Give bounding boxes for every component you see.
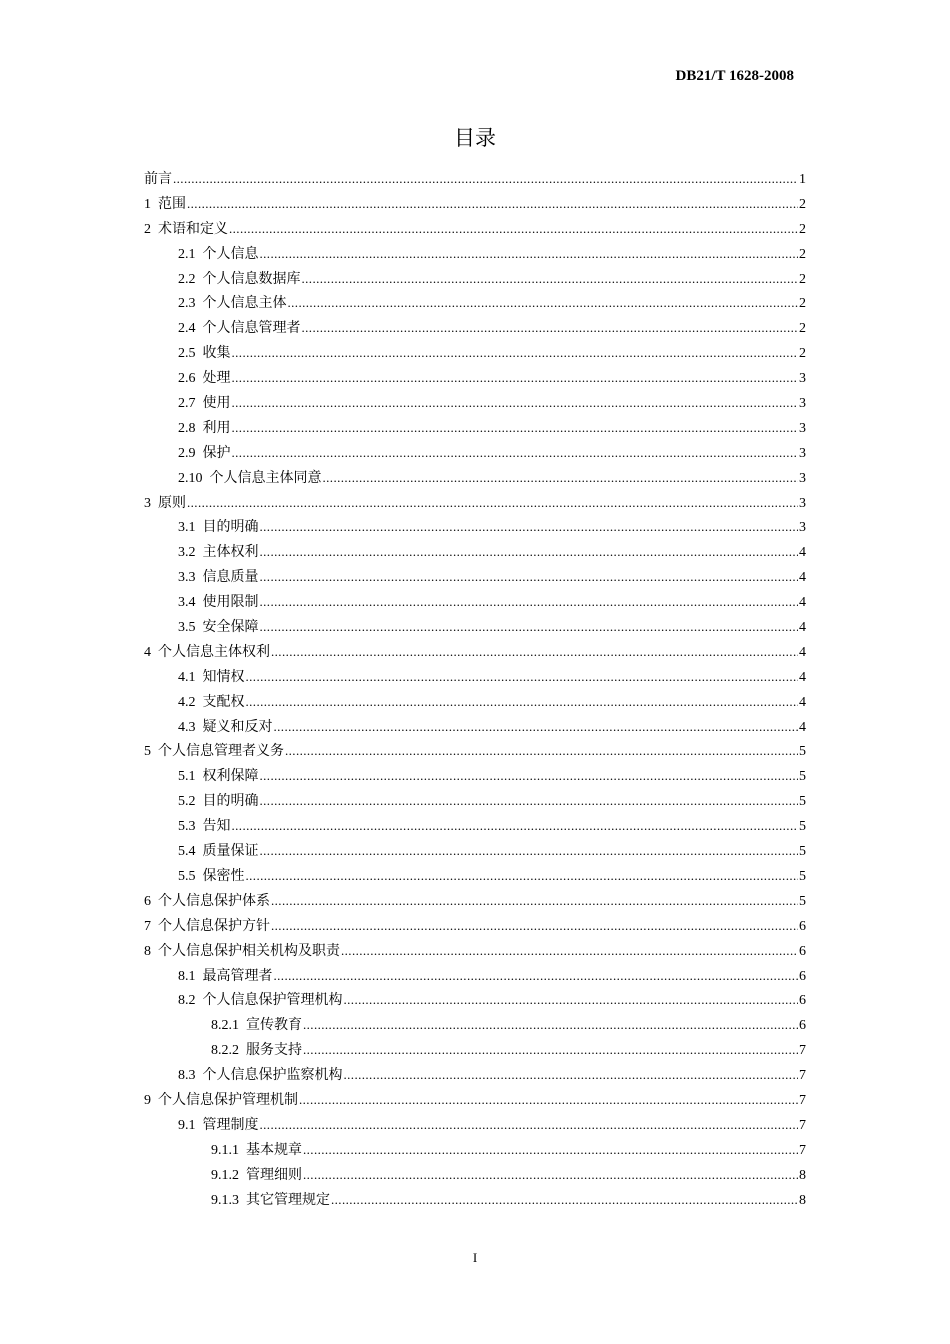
toc-dot-leader (232, 395, 799, 411)
toc-dot-leader (303, 1017, 798, 1033)
toc-dot-leader (260, 246, 799, 262)
toc-entry-number: 8.2.1 (211, 1018, 239, 1034)
toc-dot-leader (229, 221, 798, 237)
toc-dot-leader (271, 893, 798, 909)
toc-dot-leader (232, 370, 799, 386)
toc-dot-leader (232, 818, 799, 834)
toc-dot-leader (274, 968, 799, 984)
toc-entry-page: 7 (799, 1142, 806, 1158)
toc-entry[interactable] (144, 740, 806, 765)
toc-entry-page: 5 (799, 844, 806, 860)
toc-entry-number: 3.2 (178, 545, 196, 561)
toc-entry-number: 2.6 (178, 371, 196, 387)
toc-entry[interactable] (144, 268, 806, 293)
toc-dot-leader (246, 694, 799, 710)
toc-entry[interactable] (144, 1014, 806, 1039)
toc-entry-page: 6 (799, 968, 806, 984)
toc-entry-number: 4.3 (178, 719, 196, 735)
toc-entry-label: 宣传教育 (246, 1017, 302, 1034)
toc-dot-leader (303, 1142, 798, 1158)
toc-entry[interactable] (144, 1039, 806, 1064)
toc-entry[interactable] (144, 815, 806, 840)
toc-entry-number: 8 (144, 943, 151, 959)
toc-title: 目录 (454, 126, 496, 150)
toc-dot-leader (246, 669, 799, 685)
toc-entry-page: 4 (799, 719, 806, 735)
toc-entry-label: 安全保障 (202, 619, 259, 636)
toc-entry-label: 权利保障 (202, 768, 259, 785)
toc-dot-leader (303, 1042, 798, 1058)
toc-entry-label: 服务支持 (246, 1042, 302, 1059)
toc-entry[interactable] (144, 541, 806, 566)
toc-entry-page: 6 (799, 993, 806, 1009)
toc-entry-label: 目的明确 (202, 793, 259, 810)
table-of-contents (144, 168, 806, 1213)
toc-entry-number: 3.5 (178, 620, 196, 636)
toc-entry-number: 1 (144, 196, 151, 212)
toc-entry-page: 2 (799, 321, 806, 337)
toc-entry-page: 8 (799, 1192, 806, 1208)
toc-entry-page: 2 (799, 271, 806, 287)
toc-entry-label: 使用限制 (202, 594, 259, 611)
toc-entry-number: 2.8 (178, 420, 196, 436)
toc-entry-page: 8 (799, 1167, 806, 1183)
toc-entry-label: 目的明确 (202, 519, 259, 536)
toc-entry-number: 8.1 (178, 968, 196, 984)
toc-entry-label: 管理制度 (202, 1116, 259, 1133)
toc-entry-number: 2.2 (178, 271, 196, 287)
toc-dot-leader (302, 320, 799, 336)
toc-dot-leader (341, 943, 798, 959)
toc-entry-page: 3 (799, 445, 806, 461)
toc-entry-page: 3 (799, 520, 806, 536)
toc-dot-leader (274, 719, 799, 735)
toc-dot-leader (271, 644, 798, 660)
toc-entry-page: 3 (799, 396, 806, 412)
toc-entry-number: 3.4 (178, 595, 196, 611)
toc-dot-leader (260, 768, 799, 784)
toc-entry-number: 9 (144, 1092, 151, 1108)
toc-dot-leader (246, 868, 799, 884)
toc-dot-leader (344, 992, 799, 1008)
toc-entry-label: 基本规章 (246, 1141, 302, 1158)
toc-entry-label: 个人信息主体权利 (158, 643, 270, 660)
toc-entry[interactable] (144, 965, 806, 990)
toc-entry-number: 9.1 (178, 1117, 196, 1133)
toc-entry[interactable] (144, 1089, 806, 1114)
toc-entry[interactable] (144, 367, 806, 392)
toc-entry-page: 7 (799, 1043, 806, 1059)
toc-entry-page: 5 (799, 819, 806, 835)
toc-entry-page: 3 (799, 470, 806, 486)
toc-entry-page: 3 (799, 371, 806, 387)
toc-entry-label: 管理细则 (246, 1166, 302, 1183)
toc-entry-page: 3 (799, 495, 806, 511)
toc-dot-leader (232, 345, 799, 361)
toc-entry-label: 其它管理规定 (246, 1191, 330, 1208)
toc-entry-number: 5 (144, 744, 151, 760)
toc-entry-label: 处理 (202, 370, 231, 387)
toc-entry-number: 4.2 (178, 694, 196, 710)
toc-entry-label: 个人信息数据库 (202, 270, 301, 287)
toc-entry-number: 3 (144, 495, 151, 511)
toc-entry[interactable] (144, 840, 806, 865)
toc-entry-page: 6 (799, 943, 806, 959)
toc-entry-page: 2 (799, 346, 806, 362)
toc-dot-leader (299, 1092, 798, 1108)
toc-entry-page: 5 (799, 868, 806, 884)
toc-entry[interactable] (144, 342, 806, 367)
toc-dot-leader (260, 1117, 799, 1133)
toc-entry-number: 2.9 (178, 445, 196, 461)
toc-entry-label: 原则 (158, 494, 186, 511)
toc-entry-page: 1 (799, 172, 806, 187)
toc-entry-label: 个人信息保护方针 (158, 917, 270, 934)
toc-entry-label: 个人信息保护体系 (158, 892, 270, 909)
toc-entry-number: 7 (144, 918, 151, 934)
toc-entry[interactable] (144, 765, 806, 790)
toc-dot-leader (271, 918, 798, 934)
toc-entry-number: 9.1.2 (211, 1167, 239, 1183)
toc-entry-page: 3 (799, 420, 806, 436)
toc-entry-page: 4 (799, 595, 806, 611)
toc-entry-label: 主体权利 (202, 544, 259, 561)
toc-entry-number: 2.1 (178, 246, 196, 262)
toc-entry[interactable] (144, 292, 806, 317)
toc-entry-label: 质量保证 (202, 843, 259, 860)
toc-entry-page: 5 (799, 893, 806, 909)
toc-entry-label: 保密性 (202, 867, 245, 884)
toc-dot-leader (260, 519, 799, 535)
toc-entry-number: 8.2 (178, 993, 196, 1009)
toc-entry-label: 个人信息保护管理机制 (158, 1091, 298, 1108)
toc-entry-page: 7 (799, 1117, 806, 1133)
toc-entry-number: 5.2 (178, 794, 196, 810)
toc-dot-leader (323, 470, 799, 486)
toc-entry[interactable] (144, 417, 806, 442)
toc-entry-number: 2.4 (178, 321, 196, 337)
toc-dot-leader (173, 171, 798, 187)
toc-dot-leader (303, 1167, 798, 1183)
toc-dot-leader (187, 495, 798, 511)
toc-entry-page: 5 (799, 744, 806, 760)
toc-entry[interactable] (144, 1139, 806, 1164)
toc-entry-page: 4 (799, 669, 806, 685)
toc-entry-number: 8.3 (178, 1068, 196, 1084)
toc-entry-label: 收集 (202, 345, 231, 362)
toc-entry-label: 个人信息保护管理机构 (202, 992, 343, 1009)
toc-entry[interactable] (144, 516, 806, 541)
toc-entry-number: 9.1.3 (211, 1192, 239, 1208)
toc-entry-page: 4 (799, 620, 806, 636)
toc-entry-number: 3.3 (178, 570, 196, 586)
toc-entry[interactable] (144, 317, 806, 342)
toc-entry[interactable] (144, 591, 806, 616)
toc-entry-label: 支配权 (202, 693, 245, 710)
toc-dot-leader (260, 793, 799, 809)
toc-entry-number: 5.3 (178, 819, 196, 835)
toc-entry-number: 9.1.1 (211, 1142, 239, 1158)
toc-entry[interactable] (144, 193, 806, 218)
toc-entry[interactable] (144, 218, 806, 243)
toc-entry-page: 2 (799, 196, 806, 212)
toc-entry-number: 2 (144, 221, 151, 237)
toc-entry-page: 2 (799, 246, 806, 262)
toc-dot-leader (260, 843, 799, 859)
toc-entry-label: 个人信息保护监察机构 (202, 1067, 343, 1084)
toc-entry-number: 3.1 (178, 520, 196, 536)
toc-entry-number: 2.7 (178, 396, 196, 412)
toc-dot-leader (232, 420, 799, 436)
toc-entry-page: 2 (799, 221, 806, 237)
toc-entry-label: 疑义和反对 (202, 718, 273, 735)
toc-entry-page: 7 (799, 1068, 806, 1084)
toc-entry-label: 最高管理者 (202, 967, 273, 984)
toc-entry[interactable] (144, 243, 806, 268)
toc-entry[interactable] (144, 790, 806, 815)
toc-entry-number: 5.1 (178, 769, 196, 785)
toc-dot-leader (260, 594, 799, 610)
toc-entry-number: 2.10 (178, 470, 203, 486)
toc-entry[interactable] (144, 865, 806, 890)
toc-entry-label: 前言 (144, 171, 172, 187)
toc-entry[interactable] (144, 915, 806, 940)
toc-entry[interactable] (144, 989, 806, 1014)
toc-entry[interactable] (144, 1164, 806, 1189)
toc-entry[interactable] (144, 442, 806, 467)
toc-entry-page: 4 (799, 545, 806, 561)
toc-entry-page: 6 (799, 918, 806, 934)
toc-entry-page: 4 (799, 644, 806, 660)
standard-code: DB21/T 1628-2008 (675, 68, 794, 84)
toc-entry-page: 7 (799, 1092, 806, 1108)
toc-entry[interactable] (144, 641, 806, 666)
toc-dot-leader (260, 544, 799, 560)
toc-dot-leader (331, 1192, 798, 1208)
toc-dot-leader (302, 271, 799, 287)
toc-entry-label: 保护 (202, 444, 231, 461)
toc-entry[interactable] (144, 666, 806, 691)
toc-entry-number: 5.4 (178, 844, 196, 860)
toc-entry-number: 4 (144, 644, 151, 660)
toc-entry[interactable] (144, 168, 806, 193)
toc-entry-label: 个人信息主体 (202, 295, 287, 312)
toc-entry-label: 信息质量 (202, 569, 259, 586)
toc-entry[interactable] (144, 716, 806, 741)
toc-entry-label: 个人信息 (202, 245, 259, 262)
toc-dot-leader (344, 1067, 799, 1083)
toc-entry[interactable] (144, 940, 806, 965)
toc-entry[interactable] (144, 890, 806, 915)
toc-entry-page: 4 (799, 570, 806, 586)
toc-entry-label: 个人信息管理者义务 (158, 743, 284, 760)
toc-entry-label: 使用 (202, 395, 231, 412)
toc-dot-leader (260, 619, 799, 635)
toc-entry-label: 个人信息保护相关机构及职责 (158, 942, 340, 959)
toc-entry-label: 术语和定义 (158, 220, 228, 237)
toc-entry[interactable] (144, 467, 806, 492)
toc-entry[interactable] (144, 492, 806, 517)
toc-entry-page: 5 (799, 794, 806, 810)
toc-entry[interactable] (144, 566, 806, 591)
toc-entry-label: 个人信息管理者 (202, 320, 301, 337)
toc-entry-number: 2.5 (178, 346, 196, 362)
toc-entry-page: 6 (799, 1018, 806, 1034)
toc-dot-leader (260, 569, 799, 585)
toc-entry[interactable] (144, 392, 806, 417)
toc-entry-label: 告知 (202, 818, 231, 835)
toc-entry[interactable] (144, 616, 806, 641)
toc-entry[interactable] (144, 1114, 806, 1139)
toc-dot-leader (232, 445, 799, 461)
toc-entry-number: 8.2.2 (211, 1043, 239, 1059)
toc-entry[interactable] (144, 691, 806, 716)
page-number: I (472, 1250, 478, 1265)
toc-entry-number: 5.5 (178, 868, 196, 884)
toc-entry[interactable] (144, 1189, 806, 1214)
toc-dot-leader (285, 743, 798, 759)
toc-entry-label: 知情权 (202, 668, 245, 685)
toc-entry-number: 4.1 (178, 669, 196, 685)
toc-entry-label: 利用 (202, 419, 231, 436)
toc-entry-page: 2 (799, 296, 806, 312)
toc-dot-leader (187, 196, 798, 212)
toc-dot-leader (288, 295, 799, 311)
toc-entry-label: 范围 (158, 195, 186, 212)
toc-entry-page: 5 (799, 769, 806, 785)
toc-entry-number: 6 (144, 893, 151, 909)
toc-entry-page: 4 (799, 694, 806, 710)
toc-entry-number: 2.3 (178, 296, 196, 312)
toc-entry[interactable] (144, 1064, 806, 1089)
toc-entry-label: 个人信息主体同意 (209, 469, 322, 486)
